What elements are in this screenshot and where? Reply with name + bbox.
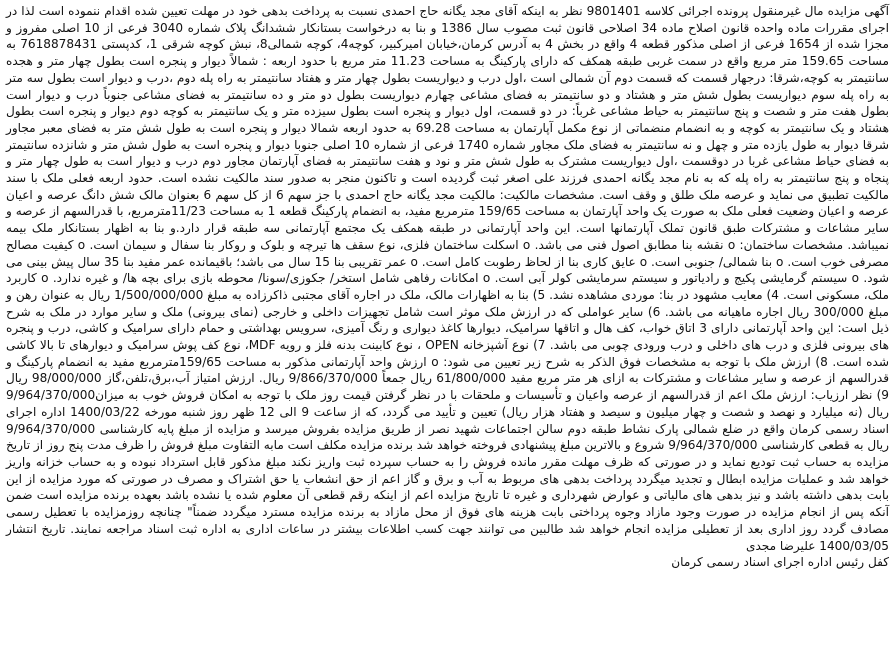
- notice-signature: کفل رئیس اداره اجرای اسناد رسمی کرمان: [671, 555, 889, 570]
- notice-body-text: آگهی مزایده مال غیرمنقول پرونده اجرائی کلاسه 9801401 نظر به اینکه آقای مجد یگانه حاج احمدی نسبت به پرداخت بدهی خود در مهلت تعیین شده اقدام ننموده است لذا در اجرای مقررات ماده واحده قانون اصلاح ماده 34 اصلاحی قانون ثبت مصوب سال 1386 و بنا به درخواست بستانکار ششدانگ پلاک شماره 3040 فرعی از 10 اصلی مفروز و مجزا شده از 1654 فرعی از اصلی مذکور قطعه 4 واقع در بخش 4 به آدرس کرمان،خیابان امیرکبیر، کوچه4، کوچه شمالی8، نبش کوچه شرقی 1، کدپستی 7618878431 به مساحت 159.65 متر مربع واقع در سمت غربی طبقه همکف که دارای پارکینگ به مساحت 11.23 متر مربع با حدود اربعه : شمالاً دیوار و پنجره است بطول چهار متر و هجده سانتیمتر به کوچه،شرقا: درجهار قسمت که قسمت دوم آن شمالی است ،اول درب و دیواریست بطول چهار متر و هفتاد سانتیمتر به راه پله دوم ،درب و دیوار است بطول سه متر به راه پله سوم دیواریست بطول شش متر و هشتاد و دو سانتیمتر به فضای مشاعی چهارم دیواریست بطول دو متر و ده سانتیمتر به فضای مشاعی جنوباً درب و دیوار است بطول هفت متر و شصت و پنج سانتیمتر به حیاط مشاعی غرباً: در دو قسمت، اول دیوار و پنجره است بطول سیزده متر و یک سانتیمتر به کوچه دوم دیوار و پنجره است بطول هشتاد و یک سانتیمتر به کوچه و به انضمام منضماتی از نوع مکمل آپارتمان به مساحت 69.28 به حدود اربعه شمالا دیوار و پنجره است به طول شش متر به فضای معبر مجاور شرقا دیوار به طول یازده متر و چهل و نه سانتیمتر به فضای ملک مجاور شماره 1740 فرعی از شماره 10 اصلی جنوبا دیوار و پنجره است به طول شش متر و شانزده سانتیمتر به فضای حیاط مشاعی غربا در دوقسمت ،اول دیواریست مشترک به طول شش متر و نود و هفت سانتیمتر به فضای آپارتمان مجاور دوم درب و دیوار است به طول چهار متر و پنجاه و پنج سانتیمتر به راه پله که به نام مجد یگانه احمدی فرزند علی اصغر ثبت گردیده است و تاکنون منجر به صدور سند مالکیت نشده است. حدود اربعه فعلی ملک با سند مالکیت تطبیق می نماید و عرصه ملک طلق و وقف است. مشخصات مالکیت: مالکیت مجد یگانه حاج احمدی با جز سهم 6 از کل سهم 6 بعنوان مالک شش دانگ عرصه و اعیان عرصه و اعیان وضعیت فعلی ملک به صورت یک واحد آپارتمان به مساحت 159/65 مترمربع مفید، به انضمام پارکینگ قطعه 1 به مساحت 11/23مترمربع، با قدرالسهم از عرصه و سایر مشاعات و مشترکات طبق قانون تملک آپارتمانها است. این واحد آپارتمانی در طبقه همکف یک مجتمع آپارتمانی سه طبقه قرار دارد.و بنا به اظهار بستانکار ملک بیمه نمیباشد. مشخصات ساختمان: o نقشه بنا مطابق اصول فنی می باشد. o اسکلت ساختمان فلزی، نوع سقف ها تیرچه و بلوک و روکار بنا سفال و سیمان است. o کیفیت مصالح مصرفی خوب است. o بنا شمالی/ جنوبی است. o عایق کاری بنا از لحاظ رطوبت کامل است. o عمر تقریبی بنا 15 سال می باشد؛ باقیمانده عمر مفید بنا 35 سال پیش بینی می شود. o سیستم گرمایشی پکیج و رادیاتور و سیستم سرمایشی کولر آبی است. o امکانات رفاهی شامل استخر/ جکوزی/سونا/ محوطه بازی برای بچه ها/ و غیره ندارد. o کاربرد ملک، مسکونی است. 4) معایب مشهود در بنا: موردی مشاهده نشد. 5) بنا به اظهارات مالک، ملک در اجاره آقای مجتبی ذاکرزاده به مبلغ 1/500/000/000 ریال به عنوان رهن و مبلغ 300/000 ریال اجاره ماهیانه می باشد. 6) سایر عواملی که در ارزش ملک موثر است شامل تجهیزات داخلی و خارجی (نمای بیرونی) ملک و سایر موارد در ملک به شرح ذیل است: این واحد آپارتمانی دارای 3 اتاق خواب، کف هال و اتاقها سرامیک، دیوارها کاغذ دیواری و رنگ آمیزی، سرویس بهداشتی و حمام دارای سرامیک و کاشی، درب و پنجره های بیرونی فلزی و درب های داخلی و درب ورودی چوبی می باشد. 7) نوع آشپزخانه OPEN ، نوع کابینت بدنه فلز و رویه MDF، نوع کف پوش سرامیک و دیوارهای تا بالا کاشی شده است. 8) ارزش ملک با توجه به مشخصات فوق الذکر به شرح زیر تعیین می شود: o ارزش واحد آپارتمانی مذکور به مساحت 159/65مترمربع مفید به انضمام پارکینگ و قدرالسهم از عرصه و سایر مشاعات و مشترکات به ازای هر متر مربع مفید 61/800/000 ریال جمعاً 9/866/370/000 ریال. ارزش امتیاز آب،برق،تلفن،گاز 98/000/000 ریال 9) نظر ارزیاب: ارزش ملک اعم از قدرالسهم از عرصه واعیان و تأسیسات و ملحقات با در نظر گرفتن قیمت روز ملک با توجه به امکان فروش خوب به میزان9/964/370/000 ریال (نه میلیارد و نهصد و شصت و چهار میلیون و سیصد و هفتاد هزار ریال) تعیین و تأیید می گردد، که از ساعت 9 الی 12 ظهر روز شنبه مورخه 1400/03/22 اداره اجرای اسناد رسمی کرمان واقع در ضلع شمالی پارک نشاط طبقه دوم سالن اجتماعات شهید نصر از طریق مزایده بفروش میرسد و مزایده از مبلغ پایه کارشناسی 9/964/370/000 ریال به قطعی کارشناسی 9/964/370/000 شروع و بالاترین مبلغ پیشنهادی فروخته خواهد شد برنده مزایده مکلف است مابه التفاوت مبلغ فروش را ظرف مدت پنج روز از تاریخ مزایده به حساب ثبت تودیع نماید و در صورتی که ظرف مهلت مقرر مانده فروش را به حساب سپرده ثبت واریز نکند مبلغ مذکور قابل استرداد نبوده و به حساب خزانه واریز خواهد شد و عملیات مزایده ابطال و تجدید میگردد پرداخت بدهی های مربوط به آب و برق و گاز اعم از حق انشعاب یا حق اشتراک و مصرف در صورتی که مورد مزایده از این بابت بدهی داشته باشد و نیز بدهی های مالیاتی و عوارض شهرداری و غیره تا تاریخ مزایده اعم از اینکه رقم قطعی آن معلوم شده یا نشده باشد بعهده برنده مزایده است ضمن آنکه پس از انجام مزایده در صورت وجود مازاد وجوه پرداختی بابت هزینه های فوق از محل مازاد به برنده مزایده مسترد میگردد ضمناً" چنانچه روزمزایده با تعطیل رسمی مصادف گردد روز اداری بعد از تعطیلی مزایده انجام خواهد شد طالبین می توانند جهت کسب اطلاعات بیشتر در ساعات اداری به اداره ثبت اسناد مراجعه نمایند. تاریخ انتشار 1400/03/05 علیرضا مجدی: [6, 4, 890, 553]
